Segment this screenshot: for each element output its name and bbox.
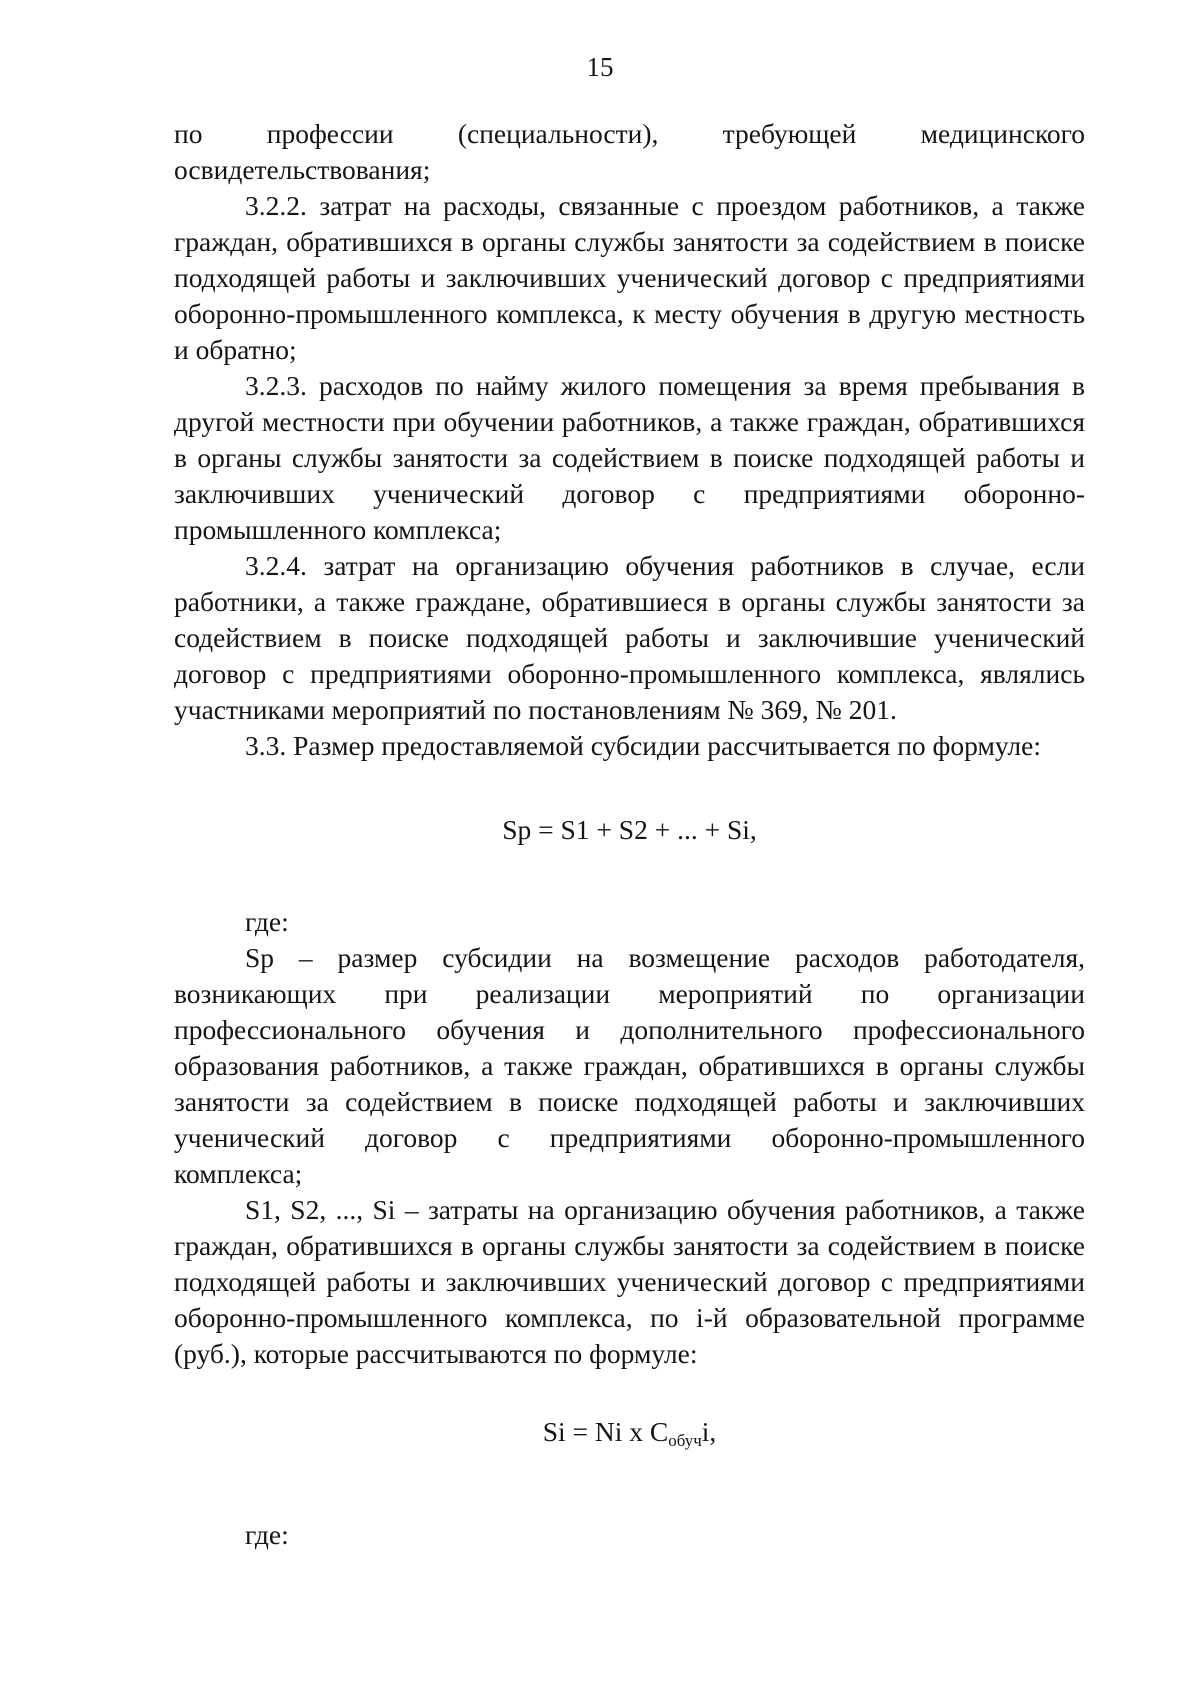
page-number: 15 <box>586 52 614 82</box>
where-label-2: где: <box>245 1519 289 1550</box>
document-body <box>174 116 1085 1553</box>
definition-si: S1, S2, ..., Si – затраты на организацию обучения работников, а также граждан, обратившихся в органы службы занятости за содействием в поиске подходящей работы и заключивших ученический договор с предприятиями оборонно-промышленного комплекса, по i-й образовательной программе (руб.), которые рассчитываются по формуле: <box>174 1194 1085 1369</box>
formula-sp: Sp = S1 + S2 + ... + Si, <box>502 814 757 845</box>
definition-sp: Sp – размер субсидии на возмещение расходов работодателя, возникающих при реализации мероприятий по организации профессионального обучения и дополнительного профессионального образования работников, а также граждан, обратившихся в органы службы занятости за содействием в поиске подходящей работы и заключивших ученический договор с предприятиями оборонно-промышленного комплекса; <box>174 942 1085 1189</box>
formula-si-tail: i, <box>701 1416 717 1447</box>
paragraph-3-2-4: 3.2.4. затрат на организацию обучения работников в случае, если работники, а также граждане, обратившиеся в органы службы занятости за содействием в поиске подходящей работы и заключившие ученический договор с предприятиями оборонно-промышленного комплекса, являлись участниками мероприятий по постановлениям № 369, № 201. <box>174 550 1085 725</box>
formula-si <box>174 1414 1085 1459</box>
paragraph-3-3: 3.3. Размер предоставляемой субсидии рассчитывается по формуле: <box>245 730 1041 761</box>
paragraph-3-2-2: 3.2.2. затрат на расходы, связанные с проездом работников, а также граждан, обратившихся в органы службы занятости за содействием в поиске подходящей работы и заключивших ученический договор с предприятиями оборонно-промышленного комплекса, к месту обучения в другую местность и обратно; <box>174 190 1085 365</box>
formula-si-subscript: обуч <box>668 1431 702 1450</box>
where-label: где: <box>245 906 289 937</box>
paragraph-continuation: по профессии (специальности), требующей медицинского освидетельствования; <box>174 118 1085 185</box>
formula-si-main: Si = Ni x C <box>542 1416 669 1447</box>
paragraph-3-2-3: 3.2.3. расходов по найму жилого помещения за время пребывания в другой местности при обучении работников, а также граждан, обратившихся в органы службы занятости за содействием в поиске подходящей работы и заключивших ученический договор с предприятиями оборонно-промышленного комплекса; <box>174 370 1085 545</box>
